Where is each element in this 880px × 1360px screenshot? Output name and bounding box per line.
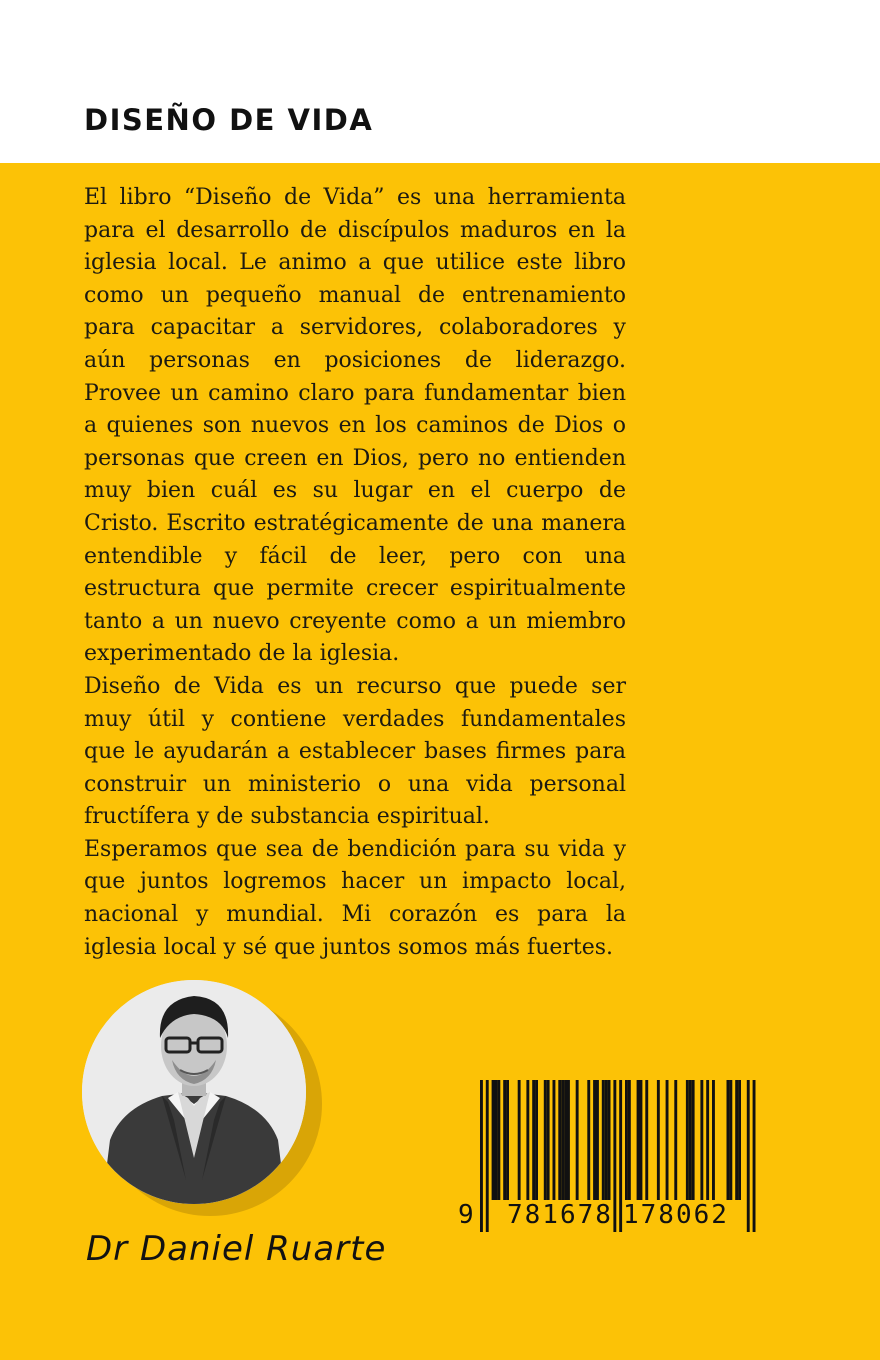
barcode-bar-42: [729, 1080, 732, 1200]
author-photo: [82, 980, 320, 1216]
barcode-bar-29: [637, 1080, 640, 1200]
book-title: DISEÑO DE VIDA: [84, 103, 374, 137]
barcode-left-digits: 781678: [507, 1200, 613, 1230]
barcode-bar-34: [674, 1080, 677, 1200]
barcode-bar-5: [503, 1080, 506, 1200]
barcode-bar-26: [619, 1080, 622, 1232]
blurb-paragraph-2: Diseño de Vida es un recurso que puede ser muy útil y contiene verdades fundamentales que le ayudarán a establecer bases firmes para construir un ministerio o una vida personal fructífera y de substancia espiritual.: [84, 673, 626, 830]
barcode-bar-25: [613, 1080, 616, 1232]
barcode-bar-35: [686, 1080, 689, 1200]
barcode-bar-44: [738, 1080, 741, 1200]
barcode-bar-41: [727, 1080, 730, 1200]
barcode-bar-33: [666, 1080, 669, 1200]
barcode-bar-15: [561, 1080, 564, 1200]
barcode-bar-30: [640, 1080, 643, 1200]
barcode-bar-9: [532, 1080, 535, 1200]
barcode-bar-36: [689, 1080, 692, 1200]
barcode-right-digits: 178062: [623, 1200, 729, 1230]
barcode-bar-2: [492, 1080, 495, 1200]
isbn-barcode: [452, 1080, 770, 1236]
barcode-bar-0: [480, 1080, 483, 1232]
barcode-bar-21: [596, 1080, 599, 1200]
barcode-bar-3: [495, 1080, 498, 1200]
barcode-bar-18: [576, 1080, 579, 1200]
barcode-bar-27: [625, 1080, 628, 1200]
author-name: Dr Daniel Ruarte: [86, 1229, 387, 1269]
barcode-bar-19: [587, 1080, 590, 1200]
barcode-bar-17: [567, 1080, 570, 1200]
barcode-bar-16: [564, 1080, 567, 1200]
barcode-bar-22: [602, 1080, 605, 1200]
barcode-bar-1: [486, 1080, 489, 1232]
barcode-bar-28: [628, 1080, 631, 1200]
barcode-bar-8: [526, 1080, 529, 1200]
barcode-bar-38: [700, 1080, 703, 1200]
author-portrait: [82, 980, 306, 1204]
blurb-paragraph-1: El libro “Diseño de Vida” es una herramienta para el desarrollo de discípulos maduros en la iglesia local. Le animo a que utilice este libro como un pequeño manual de entrenamiento para capacitar a servidores, colaboradores y aún personas en posiciones de liderazgo. Provee un camino claro para fundamentar bien a quienes son nuevos en los caminos de Dios o personas que creen en Dios, pero no entienden muy bien cuál es su lugar en el cuerpo de Cristo. Escrito estratégicamente de una manera entendible y fácil de leer, pero con una estructura que permite crecer espiritualmente tanto a un nuevo creyente como a un miembro experimentado de la iglesia.: [84, 185, 626, 667]
barcode-bar-20: [593, 1080, 596, 1200]
back-cover-blurb: [84, 182, 626, 964]
barcode-bar-46: [753, 1080, 756, 1232]
barcode-bar-7: [518, 1080, 521, 1200]
barcode-bar-23: [605, 1080, 608, 1200]
barcode-bar-32: [657, 1080, 660, 1200]
author-portrait-illustration: [82, 980, 306, 1204]
barcode-bar-43: [735, 1080, 738, 1200]
barcode-bar-4: [497, 1080, 500, 1200]
barcode-bar-37: [692, 1080, 695, 1200]
blurb-paragraph-3: Esperamos que sea de bendición para su vida y que juntos logremos hacer un impacto local, nacional y mundial. Mi corazón es para la iglesia local y sé que juntos somos más fuertes.: [84, 836, 626, 960]
barcode-bar-45: [747, 1080, 750, 1232]
barcode-bar-40: [712, 1080, 715, 1200]
barcode-bar-39: [706, 1080, 709, 1200]
barcode-bar-14: [558, 1080, 561, 1200]
barcode-bar-12: [547, 1080, 550, 1200]
barcode-bar-6: [506, 1080, 509, 1200]
barcode-bar-31: [645, 1080, 648, 1200]
barcode-bar-24: [608, 1080, 611, 1200]
barcode-bar-10: [535, 1080, 538, 1200]
barcode-bar-11: [544, 1080, 547, 1200]
barcode-lead-digit: 9: [458, 1200, 476, 1230]
barcode-bar-13: [553, 1080, 556, 1200]
